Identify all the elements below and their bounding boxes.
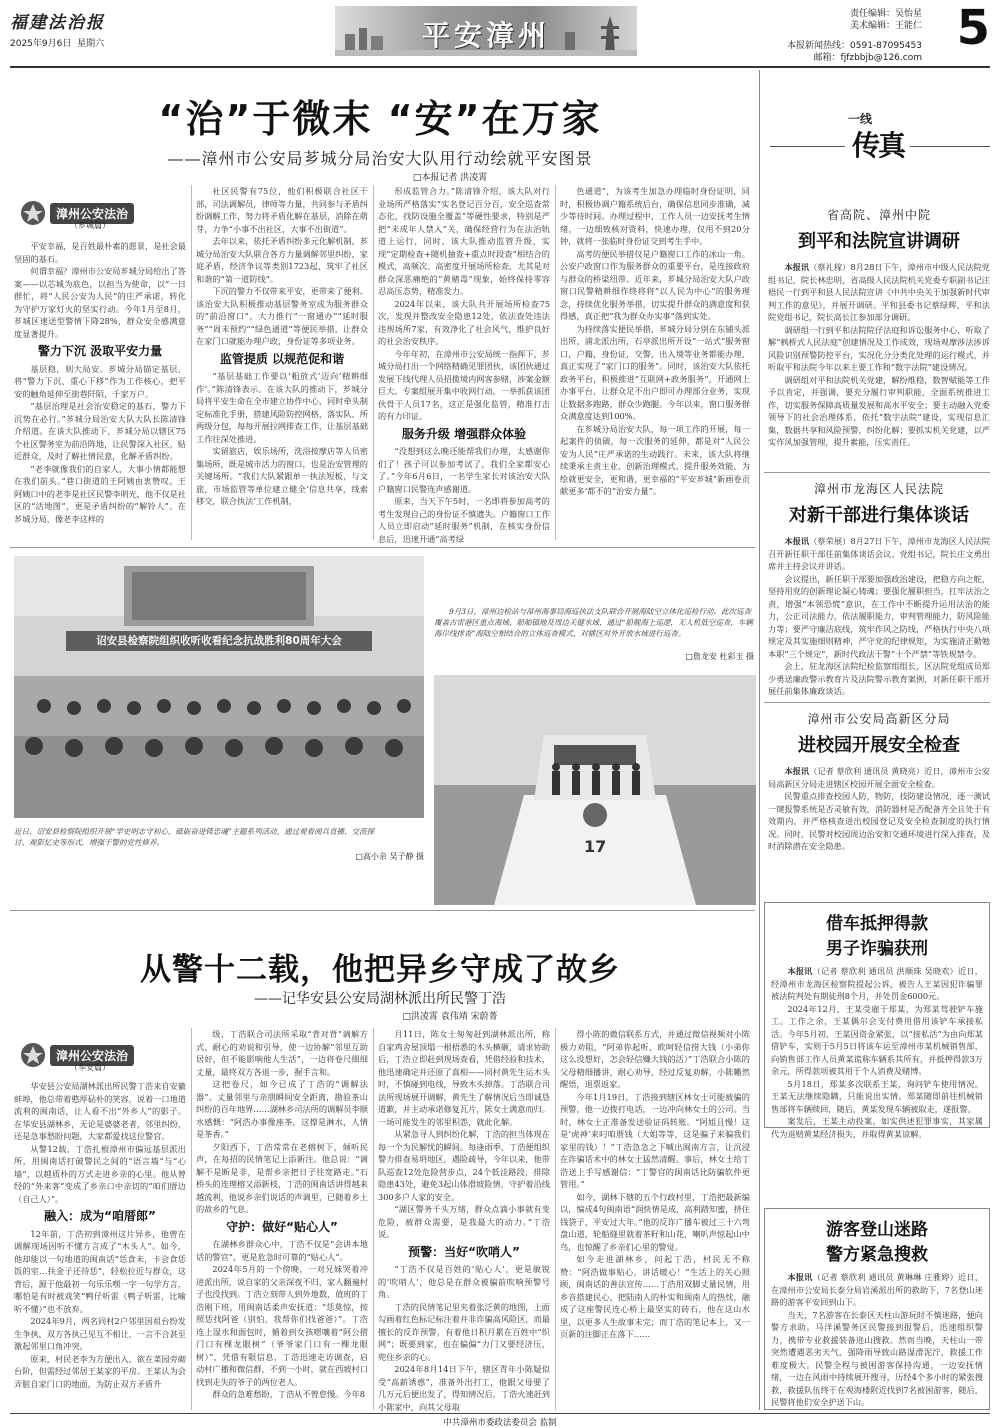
news-2-kicker: 漳州市龙海区人民法院 [813,482,944,496]
lead-logo-text: 漳州公安法治 [50,203,134,224]
news-1-body: 本报讯（蔡礼稼）8月28日下午，漳州市中级人民法院党组书记，院长林忠明，省高级人民法院机关党委专职副书记汪梧民一行到平和县人民法院宣讲《中共中央关于加强新时代审判工作的意见》，并展开调研。平和县委书记蔡绿辉，平和法院党组书记，院长高长江参加部分调研。 调研组一行到平和法院院仔法庭和诉讼服务中心，听取了解“枫桥式人民法庭”创建情况及工作成效，现场观摩涉法涉诉风险识别预警防控平台，实况化分分类化处理的运行模式，并听取平和法院今年以来主要工作和“数字法院”建设情况。 调研组对平和法院机关党建，解纷维稳，数智赋能等工作予以肯定，并强调，要充分履行审判职能，全面系统推进工作，切实服务保障高质量发展和高水平安全；要主动融入党委领导下的社会治理体系，依托“数字法院”建设，实现信息汇集，数据共享和风险预警，纠纷化解；要抓实机关党建，以严实作风加强管理，提升素能，压实责任。 [768,262,990,447]
news-3-headline: 进校园开展安全检查 [798,735,960,756]
meeting-caption: 近日，诏安县检察院组织开展“学史明志守初心，砥砺奋进铸忠魂”主题系列活动，通过观看阅兵直播、交流探讨、观影忆史等形式，增强干警的党性修养。 [14,827,375,847]
news-3-body: 本报讯（记者 蔡欣利 通讯员 黄晓亮）近日，漳州市公安局高新区分局走进辖区校园开展全面安全检查。 民警重点排查校园人防，物防，技防建设情况，逐一测试一键报警系统是否灵敏有效，消防器材是否配备齐全且处于有效期内，并严格核查进出校园登记及安全检查制度的执行情况。同时，民警对校园周边治安和交通环境进行深入排查，及时消除潜在安全隐患。 [768,766,990,851]
box-2-headline-1: 游客登山迷路 [826,1220,928,1240]
news-2-body: 本报讯（蔡荣展）8月27日下午，漳州市龙海区人民法院召开新任职干部任前集体谈话会议。党组书记，院长庄文勇出席并主持会议并讲话。 会议提出，新任职干部要加强政治建设，把稳方向之舵，坚持用党的创新理论凝心铸魂；要强化履职担当，扛牢法治之责，增强“本领恐慌”意识，在工作中不断提升运用法治的能力，公正司法能力，依法履职能力，审判管理能力，防风险能力等；要严守廉洁底线，筑牢作风之防线，严格执行中央八项规定及其实施细则精神，严守党的纪律规矩，为实施清正勤勉本职“三个规定”，新时代政法干警“十个严禁”等铁规禁令。 会上，驻龙海区法院纪检监察组组长，区法院党组成员郑少勇送廉政警示教育片及法院警示教育案例，对新任职干部开展任前集体廉政谈话。 [768,536,990,696]
lead-headline: “治”于微末 “安”在万家 [158,97,602,141]
box-2-body: 本报讯（记者 蔡欣利 通讯员 黄琳琳 庄雅婷）近日，在漳州市公安局长泰分局岩溪派出所的救助下，7名登山迷路的游客平安回到山下。 当天，7名游客在长泰区天柱山游玩时不慎迷路，便向警方求助。马洋溪警务区民警接到报警后，迅速组织警力，携带专业救援装备进山搜救。然而当晚，天柱山一带突然遭遇恶劣天气，强降雨导致山路湿滑泥泞，救援工作难度极大。民警全程与被困游客保持沟通，一边安抚情绪，一边在风雨中持续展开搜寻，历经4个多小时的紧张搜救，救援队伍终于在观海楼附近找到7名被困游客，随后，民警将他们安全护送下山。 [771,1272,983,1407]
second-byline: □洪凌霄 袁伟靖 宋蔚菁 [402,1012,498,1022]
second-column-3: 月11日，陈女士匆匆赶到湖林派出所，称自家鸡舍屋顶塌一根梧悉的木头横砸，请求协助后，丁浩立即赶到现场查看，凭借经验和技术，他迅速确定并还原了真相——同村黄先生运木头时，不慎碰到电线，导致木头掉落。丁浩联合司法所现场展开调解，黄先生了解情况后当即诚恳道歉，并主动承诺修复瓦片，陈女士满意而归。一场可能发生的邻里积怨，就此化解。 从紧急寻人到纠纷化解，丁浩的担当体现在每一个为民解忧的瞬间。每逢雨季，丁浩便组织警力排查易坍地区，遇险疏导，今年以来，他带队巡查12处危险营步点，24个低洼路段，排除隐患43处，避免3起山体滑坡险情，守护着沿线300多户人家的安全。 “湖区警务千头万绪，群众点滴小事就有变危险，被群众需要，是我最大的动力。”丁浩说。 预警：当好“吹哨人” “丁浩不仅是百姓的‘贴心人’，更是敏锐的‘吹哨人’，他总是在群众被骗前吹响预警号角。 丁浩的民情笔记里夹着张泛黄的地图，上面勾画着红色标记标注着并非诈骗高风险区，而最擅长的反诈预警，有着他日积月累在百姓中“织网”；既要到家，也在偏偏“力门又要经济压，兜住乡亲的心。 2024年8月14日下午，辖区青年小陈疑似受“高薪诱惑”，准备外出打工，他跟父母要了几万元后便出发了，得知情况后，丁浩火速赶到小陈家中，向其父母取 [378,1029,550,1412]
second-subheading-2: 守护：做好“贴心人” [226,1219,338,1234]
second-column-4: 得小陈的微信联系方式，并通过微信视频对小陈极力劝阻，“阿弟你起听，欧呵轻信捞大钱（小弟你这么没想好，怎会轻信赚大钱的活）”丁浩联合小陈的父母精细播讲，耐心劝导，经过反复劝解，小陈幡然醒悟，退票返家。 今年1月19日，丁浩接到辖区林女士可能被骗的预警，他一边拨打电话，一边冲向林女士的公司。当时，林女士正准备发送验证码转账。“阿姐且慢！这是‘虎神’来叼咱厝钱（大姐等等，这是骗子来骗我们家里的钱）！”丁浩急急之下喊出闽南方言，让沉浸在诈骗话术中的林女士猛然清醒。事后，林女士给丁浩送上手写感谢信：“丁警官的闽南话比防骗软件更管用。” 如今，湖林下辖的五个行政村里，丁浩把最新编以，编成4句闽南语“润快情是成，高利踏知蜜，挤住钱袋子，平安过大年。”他的反诈广播车被过三十六弯盘山道，轮船缝里就着茶籽和山花，喇叭声惊起山中鸟，也惊醒了乡亲们心里的警觉。 如今走进湖林乡，问起丁浩，村民无不称赞：“阿浩做事贴心，讲话暖心！”生活上的关心照顾，闽南话的善法宣传……丁浩用双脚丈量民情，用乡音搭建民心，把陆南人的朴实和闽南人的热忱，融成了这座警民连心桥上最坚实的砖石，他在这山水里，以更多人生故事未完；而丁浩的笔记本上，又一页新的注脚正在落下…… [560,1029,750,1339]
box-2-headline-2: 警方紧急搜救 [826,1245,928,1265]
lead-logo [20,198,170,228]
lead-logo-sub: （芗城篇） [70,221,110,230]
lead-subheading-2: 监管提质 以规范促和谐 [219,351,345,366]
editor: 责任编辑：吴怡星 [849,9,922,19]
sidebar-box-rescue [764,1208,990,1410]
sidebar-news-3 [768,710,990,883]
lead-column-4: 色通道”，为该考生加急办理临时身份证明，同时，积极协调户籍系统后台，确保信息同步准确，减少等待时间。办理过程中，工作人员一边安抚考生情绪，一边细致核对资料，快速办理，仅用不到20分钟，就将一张临时身份证交到考生手中。 高考的便民举措仅是户籍窗口工作的冰山一角。公安户政窗口作为服务群众的重要平台，是连接政府与群众的桥梁纽带。近年来，芗城分局治安大队户政窗口民警精耕细作终将将“以人民为中心”的服务理念，持续优化服务举措，切实提升群众的满意度和获得感，真正把“我为群众办实事”落到实处。 为持续落实便民举措，芗城分局分别在东铺头派出所，浦北派出所，石亭派出所开设“一站式”服务窗口，户籍，身份证，交警，出入境等业务都能办理，真正实现了“家门口的服务”。同时，该治安大队依托政务平台，积极推进“互联网+政务服务”，开通网上办事平台，让群众足不出户即可办理部分业务，实现让数据多跑路，群众少跑腿。今年以来，窗口服务群众满意度达到100%。 在芗城分局治安大队，每一项工作的开展，每一起案件的侦破，每一次服务的延伸，都是对“人民公安为人民”庄严承诺的生动践行。未来，该大队将继续秉承主责主业，创新治理模式，提升服务效能，为绘就更安全，更和谐，更幸福的“平安芗城”新画卷贡献更多‘都不的“治安力量”。 [560,186,750,496]
sidebar-news-1 [768,206,990,491]
lead-subheading-3: 服务升级 增强群众体验 [401,426,527,441]
sidebar-news-2 [768,480,990,735]
paper-name: 福建法治报 [10,13,105,33]
police-badge-icon [20,200,46,226]
police-badge-icon [20,1042,46,1068]
meeting-credit: □高小亲 吴子静 摄 [355,852,424,861]
contact-block [787,40,922,64]
second-column-1: 华安县公安局湖林派出所民警丁浩来自安徽蚌埠，他总带着憨厚砧朴的笑容，说着一口地道流利的闽南话，让人看不出“外乡人”的影子。在华安县湖林乡，无论是婆婆老者，邻里纠纷，还是急事愁盼问题，大家都爱找这位警官。 从警12载，丁浩扎根漳州市偏远基层派出所，用闽南话打破警民之间的“语言墙”与“心墙”，以越质朴的方式走进乡亲的心里。他从曾经的“外来客”变成了乡亲口中亲切的“咱们厝边（自己人）”。 融入：成为“咱厝郎” 12年前，丁浩初到漳州这片异乡，他曾在调解现场因听不懂方言成了“木头人”。如今，他却能以一句地道的闽南话“恁食未，卡会食恁饭的室…扶金子还待恁”，轻松拉近与群众，这背后，源于他最初一句乐乐嘿一字一句学方言，哪怕是有时被戏笑“鸭仔听雷（鸭子听雷，比喻听不懂）”也不放弃。 2024年9月，两名同村2户邻里因祖台纷发生争执，双方各执己见互不相让，一言不合甚至激起邻里口角冲突。 原来，村民老李为方便出入，欲在菜园旁砌台阶，但需经过邻居王某家的平房。王某认为会弄脏自家门口的地面，为防止双方矛盾升 [14,1081,186,1389]
second-subhead: ——记华安县公安局湖林派出所民警丁浩 [254,991,506,1007]
patrol-ship-illustration [434,675,756,905]
second-logo-text: 漳州公安法治 [50,1045,134,1066]
news-3-kicker: 漳州市公安局高新区分局 [807,712,951,726]
ship-caption: 9月3日，漳州边检站与漳州海事局海巡执法支队联合开展海陆空立体化巡检行动。此次巡查覆盖古雷港区重点海域、船舶锚地及周边关键水域，通过“船舰海上巡逻，无人机低空巡查，车辆海岸线排查”海陆空相结合的立体巡查模式，对辖区对外开放水域进行巡查。 [434,607,753,638]
lead-subheading-1: 警力下沉 汲取平安力量 [37,344,163,358]
editor-block [850,8,922,32]
sidebar-column-label [770,110,990,190]
second-subheading-1: 融入：成为“咱厝郎” [44,1209,156,1223]
lead-subhead: ——漳州市公安局芗城分局治安大队用行动绘就平安图景 [167,149,593,168]
meeting-banner: 诏安县检察院组织收听收看纪念抗战胜利80周年大会 [66,631,372,651]
news-2-headline: 对新干部进行集体谈话 [789,505,969,526]
box-1-body: 本报讯（记者 蔡欣利 通讯员 洪顺珠 吴晓欢）近日，经漳州市龙海区检察院提起公诉，被告人王某因犯诈骗罪被法院判处有期徒刑8个月，并处罚金6000元。 2024年12月，王某受雇于郑某，为郑某驾驶铲车施工。工作之余，王某偶尔会支付费用借用该铲车承接私活。今年5月初，王某因资金紧张，以“接私活”为由向郑某借铲车，实则于5月5日将该车运至漳州市某机械销售部，向销售部工作人员黄某谎称车辆系其所有，并抵押得款3万余元，所得款项被其用于个人消费及赌博。 5月18日，郑某多次联系王某，询问铲车使用情况。王某无法继续隐瞒，只能说出实情。郑某随即前往机械销售部将车辆赎回，随后，黄某发现车辆被取走，遂报警。 案发后，王某主动投案，如实供述犯罪事实，其家属代为退赔黄某经济损失，并取得黄某谅解。 [771,966,983,1139]
lead-byline: □本报记者 洪凌霄 [412,173,488,183]
news-1-headline: 到平和法院宣讲调研 [798,231,960,252]
second-headline: 从警十二载，他把异乡守成了故乡 [140,952,620,988]
page-number: 5 [956,0,990,56]
column-label-small: 一线 [848,112,873,126]
ship-credit: □詹龙安 杜彩玉 摄 [685,652,754,661]
meeting-photo [14,556,424,818]
lead-column-3: 形成监管合力。”陈清锋介绍，该大队对行业场所严格落实“实名登记百分百，安全巡查常态化，找防设施全覆盖”等硬性要求，特别是严把“未成年人禁入”关，确保经营行为在法治轨道上运行，同时，该大队推动监管升级，实现“定期检查+随机抽查+重点时段查”相结合的模式，高频次、高密度开展场所检查，尤其是对群众深恶痛绝的“黄赌毒”现象，始终保持零容忍高压态势，精准发力。 2024年以来，该大队共开展场所检查75次，发现并整改安全隐患12处，依法查处违法违规场所7家，有效净化了社会风气，维护良好的社会治安秩序。 今年年初，在漳州市公安局统一指挥下，芗城分局打出一个网络精确见罪团伙，该团伙通过发展下线代理人员招揽境内网客参赌，涉案金额巨大。专案组展开集中收网行动，一举抓获该团伙骨干人员17名，这正是强化监管，精准打击的有力印证。 服务升级 增强群众体验 “没想到这么晚还能帮我们办理，太感谢你们了！孩子可以参加考试了，我们全家都安心了。”今年6月6日，一名学生家长对该治安大队户籍窗口民警连声感谢道。 原来，当天下午5时，一名即将参加高考的考生发现自己的身份证不慎遗失。户籍窗口工作人员立即启动“延时服务”机制，在核实身份信息后，迅速开通“高考绿 [378,186,550,544]
box-1-headline-1: 借车抵押得款 [826,914,928,934]
masthead [10,0,990,64]
ship-number: 17 [584,837,607,856]
section-banner [335,6,637,56]
section-title: 平安漳州 [421,19,550,52]
second-logo [20,1040,170,1070]
ship-photo [434,675,756,905]
footer-supervisor: 中共漳州市委政法委员会 监制 [443,1418,557,1428]
meeting-hall-illustration [14,556,424,818]
hotline: 本报新闻热线：0591-87095453 [787,41,922,51]
column-label-big: 传真 [852,129,905,162]
lead-column-1: 平安幸福，是百姓最朴素的愿景，是社会最坚固的基石。 何谓幸福？漳州市公安局芗城分局给出了答案——以芯城为底色，以担当为使命，以“一日群忙，将“人民公安为人民”的庄严承诺，转化为守护万家灯火的坚实行动。今年1月至8月，芗城区速送型警情下降28%，群众安全感满意度显著提升。 警力下沉 汲取平安力量 基层稳，则大局安。芗城分局锚定基层，将“警力下沉、重心下移”作为工作核心，把平安的触角延伸至街巷阡陌，千家万户。 “基层治理是社会治安稳定的基石，警力下沉势在必行。”芗城分局治安大队大队长陈清锋介绍道。在该大队推动下，芗城分局以辖区75个社区警务室为前沿阵地，让民警深入社区，贴近群众，及时了解社情民意，化解矛盾纠纷。 “老李就像我们的自家人，大事小情都能想在我们前头。”巷口街道的王阿姨由衷赞叹。王阿姨口中的老李是社区民警李明光，他不仅是社区的“活地图”，更是矛盾纠纷的“解铃人”。在芗城分局，像老李这样的 [14,241,186,524]
art-editor: 美术编辑：王能仁 [849,21,922,31]
second-subheading-3: 预警：当好“吹哨人” [408,1244,520,1259]
lead-column-2: 社区民警有75位，他们积极联合社区干部，司法调解员，律师等力量，共同参与矛盾纠纷调解工作，努力将矛盾化解在基层，消除在萌芽，力争“小事不出社区，大事不出街道”。 去年以来，依托矛盾纠纷多元化解机制，芗城分局治安大队联合各方力量调解邻里纠纷，家庭矛盾，经济争议等类别1723起，筑牢了社区和谐的“第一道防线”。 下沉的警力不仅带来平安，更带来了便利。该治安大队积极推动基层警务室成为服务群众的“前沿窗口”，大力推行“一窗通办”“延时服务”“周末预约”“绿色通道”等便民举措，让群众在家门口就能办理户政，身份证等多项业务。 监管提质 以规范促和谐 “基层基础工作要以‘粗放式’迈向‘精耕细作’。”陈清锋表示。在该大队的推动下，芗城分局将平安生命在全市建立协作中心，同时牵头制定标准化手册，搭建风险防控网格，落实队、所两级分包，每每开展拉网排查工作，让基层基础工作往深处推进。 实留旅店，娱乐场所，洗浴按摩店等人员密集场所，既是城市活力的窗口，也是治安管理的关键场所。“我们大队紧跟单一执法短板，与文旅，市场监管等单位建立健全‘信息共享，线索移交，联合执法’工作机制， [196,186,368,506]
email[interactable]: 邮箱：fjfzbbjb@126.com [813,53,922,63]
sidebar-box-fraud [764,902,990,1139]
second-logo-sub: （华安篇） [70,1063,110,1072]
issue-date: 2025年9月6日 星期六 [10,39,105,49]
box-1-headline-2: 男子诈骗获刑 [826,939,928,959]
news-1-kicker: 省高院、漳州中院 [826,208,931,222]
second-column-2: 级，丁浩联合司法所采取“背对背”调解方式，耐心的劝说和引导，使一边协解”邻里互助居好，但不能影响他人生活”，一边将卷尺细细丈量，最终双方各退一步，握手言和。 这把卷尺，如今已成了丁浩的“调解法器”。丈量邻里与亲朋瞬间安全距离，勘验茶山纠纷的百年地界……湖林乡司法所的调解员李顺水感慨：“阿浩办事像座茶，这撑是淋水，人情是茶香。” 夕阳西下，丁浩常常在老榕树下，倾听民声，在每招的民情笔记上添新注。他总说：“调解不是断是非，是帮乡亲把日子往宽路走。”石桥头的连理榕又添新枝，丁浩的闽南话讲得越来越流利，他说乡亲们说话的声调里，已随着乡土的故乡的气息。 守护：做好“贴心人” 在湖林乡群众心中，丁浩不仅是“会讲本地话的警官”，更是危急时可靠的“贴心人”。 2024年5月的一个傍晚，一对兄妹哭着冲进派出所，说自家的父亲深夜不归，家人翻遍村子也没找到。丁浩立刻带人到外地数，值班的丁浩刚下班，用闽南话柔声安抚道：“恁莫惊，按照恁找阿爸（别怕，我帮你们找爸爸）”。丁浩连上湿水和面包时，循着到女孩嗯嚷着“阿公摺门口有棵龙眼树”（爷爷家门口有一棵龙眼树）”，凭借有限信息，丁浩迅速走访调查，启动村广播和微信群，不到一小时，就在西坡村口找到走失的爷子的两位老人。 群众的急难愁盼，丁浩从不曾怠慢。今年8 [196,1029,368,1399]
